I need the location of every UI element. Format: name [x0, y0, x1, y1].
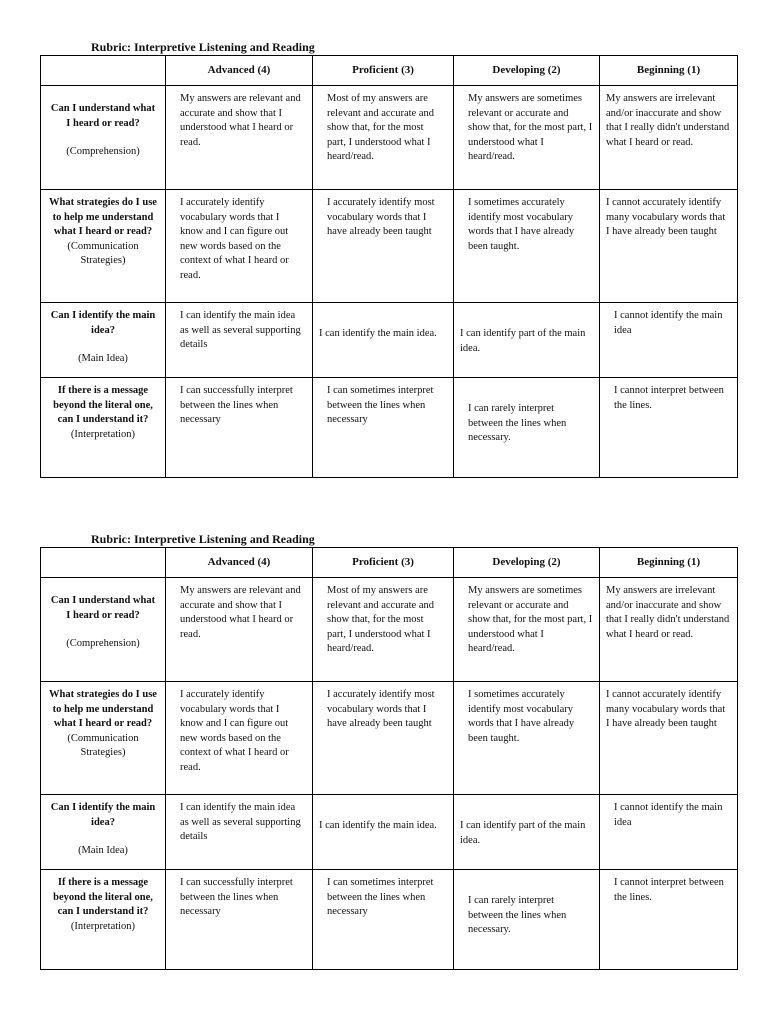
- rubric-cell: I can identify part of the main idea.: [454, 795, 600, 870]
- rubric-cell: Most of my answers are relevant and accurate and show that, for the most part, I understood what I heard/read.: [313, 86, 454, 190]
- rubric-cell: My answers are irrelevant and/or inaccurate and show that I really didn't understand what I heard or read.: [600, 578, 738, 682]
- criterion-question: Can I identify the main idea?: [50, 310, 156, 336]
- header-proficient: Proficient (3): [313, 548, 454, 578]
- criterion-question: If there is a message beyond the literal one, can I understand it?: [53, 385, 153, 426]
- criterion-question: What strategies do I use to help me understand what I heard or read?: [49, 197, 157, 238]
- criterion-category: (Interpretation): [70, 920, 136, 932]
- rubric-cell: I can identify part of the main idea.: [454, 303, 600, 378]
- table-row: [41, 303, 738, 378]
- rubric-table: [40, 547, 738, 970]
- criterion-question: If there is a message beyond the literal one, can I understand it?: [53, 877, 153, 918]
- rubric-cell: I can identify the main idea as well as several supporting details: [166, 303, 313, 378]
- rubric-cell: I accurately identify vocabulary words that I know and I can figure out new words based on the context of what I heard or read.: [166, 190, 313, 303]
- criterion-question: Can I identify the main idea?: [50, 802, 156, 828]
- criterion-category: (Comprehension): [66, 146, 140, 158]
- rubric-title: Rubric: Interpretive Listening and Reading: [91, 532, 315, 546]
- criterion-cell: [41, 378, 166, 478]
- header-row: [41, 56, 738, 86]
- header-row: [41, 548, 738, 578]
- rubric-cell: I can successfully interpret between the lines when necessary: [166, 378, 313, 478]
- criterion-cell: [41, 795, 166, 870]
- rubric-cell: Most of my answers are relevant and accurate and show that, for the most part, I understood what I heard/read.: [313, 578, 454, 682]
- rubric-cell: I can rarely interpret between the lines when necessary.: [454, 870, 600, 970]
- criterion-category: (Main Idea): [78, 353, 128, 365]
- criterion-category: (Interpretation): [70, 428, 136, 440]
- rubric-cell: I can sometimes interpret between the lines when necessary: [313, 378, 454, 478]
- table-row: [41, 870, 738, 970]
- rubric-cell: I sometimes accurately identify most vocabulary words that I have already been taught.: [454, 190, 600, 303]
- rubric-cell: I cannot identify the main idea: [600, 303, 738, 378]
- table-row: [41, 578, 738, 682]
- criterion-category: (Comprehension): [66, 638, 140, 650]
- criterion-cell: [41, 682, 166, 795]
- rubric-cell: I can identify the main idea.: [313, 303, 454, 378]
- header-advanced: Advanced (4): [166, 56, 313, 86]
- criterion-cell: [41, 578, 166, 682]
- rubric-cell: I cannot interpret between the lines.: [600, 378, 738, 478]
- rubric-cell: I cannot interpret between the lines.: [600, 870, 738, 970]
- rubric-cell: I can rarely interpret between the lines when necessary.: [454, 378, 600, 478]
- criterion-cell: [41, 870, 166, 970]
- table-row: [41, 378, 738, 478]
- rubric-cell: I can identify the main idea as well as several supporting details: [166, 795, 313, 870]
- criterion-category: (Communication Strategies): [67, 240, 139, 267]
- table-row: [41, 190, 738, 303]
- rubric-cell: I cannot identify the main idea: [600, 795, 738, 870]
- rubric-cell: I sometimes accurately identify most vocabulary words that I have already been taught.: [454, 682, 600, 795]
- criterion-question: What strategies do I use to help me understand what I heard or read?: [49, 689, 157, 730]
- rubric-cell: My answers are relevant and accurate and show that I understood what I heard or read.: [166, 578, 313, 682]
- criterion-category: (Communication Strategies): [67, 732, 139, 759]
- rubric-cell: My answers are relevant and accurate and show that I understood what I heard or read.: [166, 86, 313, 190]
- header-blank: [41, 56, 166, 86]
- rubric-cell: My answers are sometimes relevant or accurate and show that, for the most part, I understood what I heard/read.: [454, 578, 600, 682]
- criterion-cell: [41, 86, 166, 190]
- header-advanced: Advanced (4): [166, 548, 313, 578]
- rubric-table: [40, 55, 738, 478]
- rubric-cell: I can successfully interpret between the lines when necessary: [166, 870, 313, 970]
- header-blank: [41, 548, 166, 578]
- table-row: [41, 682, 738, 795]
- header-developing: Developing (2): [454, 56, 600, 86]
- rubric-cell: I accurately identify vocabulary words that I know and I can figure out new words based on the context of what I heard or read.: [166, 682, 313, 795]
- rubric-cell: I accurately identify most vocabulary words that I have already been taught: [313, 190, 454, 303]
- criterion-question: Can I understand what I heard or read?: [50, 595, 156, 621]
- criterion-cell: [41, 190, 166, 303]
- criterion-cell: [41, 303, 166, 378]
- rubric-title: Rubric: Interpretive Listening and Reading: [91, 40, 315, 54]
- header-beginning: Beginning (1): [600, 548, 738, 578]
- rubric-cell: I cannot accurately identify many vocabulary words that I have already been taught: [600, 682, 738, 795]
- rubric-cell: I cannot accurately identify many vocabulary words that I have already been taught: [600, 190, 738, 303]
- rubric-cell: I accurately identify most vocabulary words that I have already been taught: [313, 682, 454, 795]
- header-beginning: Beginning (1): [600, 56, 738, 86]
- table-row: [41, 86, 738, 190]
- table-row: [41, 795, 738, 870]
- criterion-question: Can I understand what I heard or read?: [50, 103, 156, 129]
- rubric-cell: I can sometimes interpret between the lines when necessary: [313, 870, 454, 970]
- header-proficient: Proficient (3): [313, 56, 454, 86]
- rubric-cell: My answers are irrelevant and/or inaccurate and show that I really didn't understand what I heard or read.: [600, 86, 738, 190]
- rubric-cell: I can identify the main idea.: [313, 795, 454, 870]
- header-developing: Developing (2): [454, 548, 600, 578]
- criterion-category: (Main Idea): [78, 845, 128, 857]
- rubric-cell: My answers are sometimes relevant or accurate and show that, for the most part, I understood what I heard/read.: [454, 86, 600, 190]
